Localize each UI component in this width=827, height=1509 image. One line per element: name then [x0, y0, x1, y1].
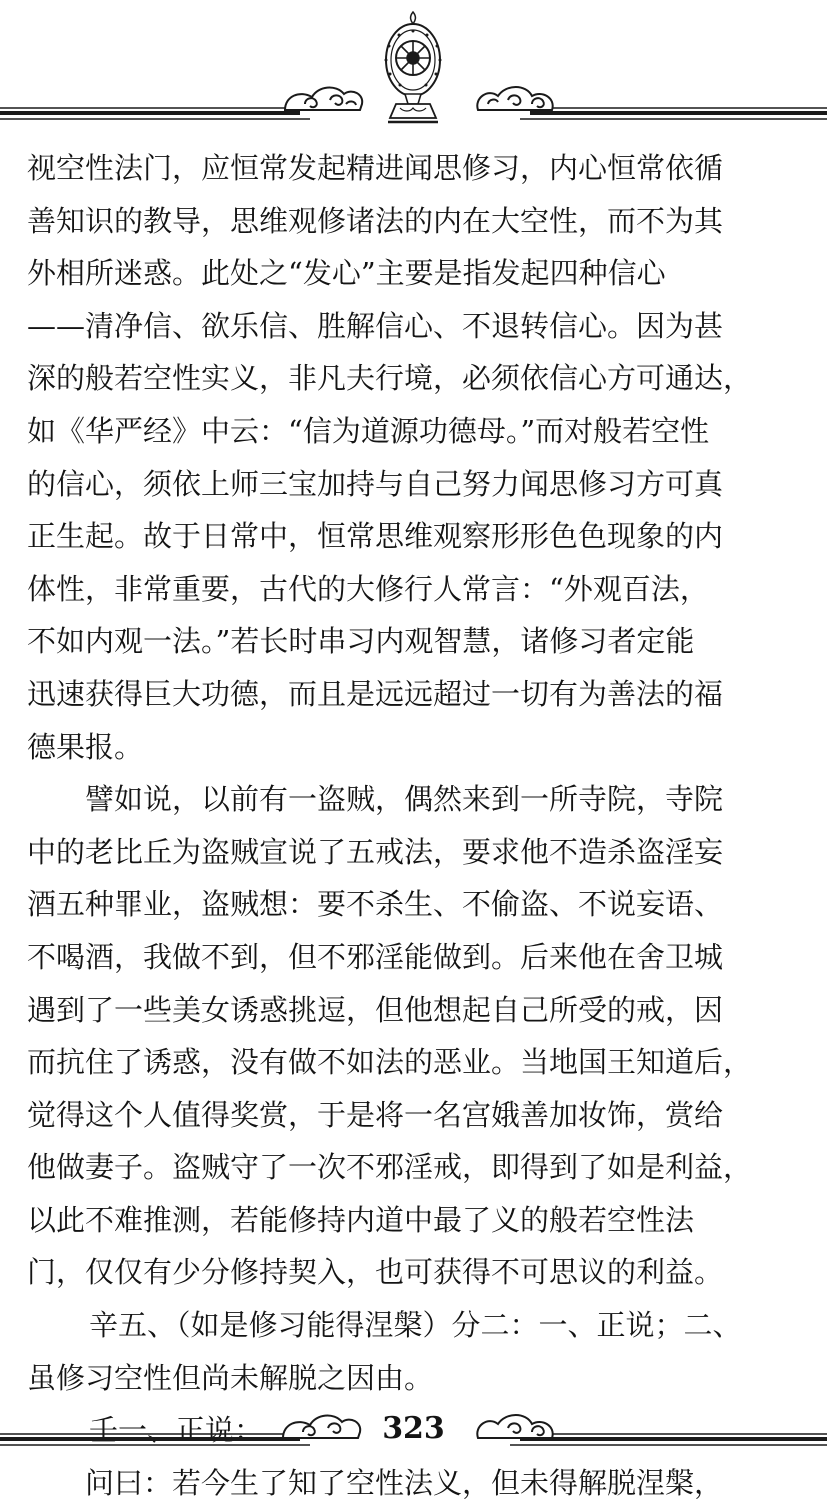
text-line: ——清净信、欲乐信、胜解信心、不退转信心。因为甚	[27, 308, 724, 343]
heading-line: 辛五、（如是修习能得涅槃）分二：一、正说；二、	[89, 1308, 742, 1343]
text-line: 正生起。故于日常中，恒常思维观察形形色色现象的内	[27, 519, 724, 554]
text-line: 善知识的教导，思维观修诸法的内在大空性，而不为其	[27, 203, 724, 238]
dharma-wheel-ornament-icon	[385, 12, 442, 122]
text-line: 德果报。	[27, 729, 144, 764]
page-number: 323	[382, 1411, 445, 1446]
text-line: 深的般若空性实义，非凡夫行境，必须依信心方可通达，	[27, 361, 753, 396]
heading-line: 壬一、正说：	[89, 1413, 264, 1448]
text-line: 问曰：若今生了知了空性法义，但未得解脱涅槃，	[85, 1465, 724, 1500]
text-line: 体性，非常重要，古代的大修行人常言：“外观百法，	[27, 571, 709, 606]
text-line: 觉得这个人值得奖赏，于是将一名宫娥善加妆饰，赏给	[27, 1097, 724, 1132]
text-line: 外相所迷惑。此处之“发心”主要是指发起四种信心	[27, 256, 666, 291]
text-line: 视空性法门，应恒常发起精进闻思修习，内心恒常依循	[27, 151, 724, 185]
text-line: 不如内观一法。”若长时串习内观智慧，诸修习者定能	[27, 624, 695, 659]
section-heading-xin5	[27, 1299, 817, 1404]
cloud-scroll-icon	[477, 87, 552, 110]
header-ornament	[0, 0, 827, 135]
text-line: 中的老比丘为盗贼宣说了五戒法，要求他不造杀盗淫妄	[27, 834, 724, 869]
text-line: 门，仅仅有少分修持契入，也可获得不可思议的利益。	[27, 1255, 724, 1290]
text-line: 迅速获得巨大功德，而且是远远超过一切有为善法的福	[27, 676, 724, 711]
text-line: 遇到了一些美女诱惑挑逗，但他想起自己所受的戒，因	[27, 992, 724, 1027]
text-line: 酒五种罪业，盗贼想：要不杀生、不偷盗、不说妄语、	[27, 887, 724, 922]
text-line: 不喝酒，我做不到，但不邪淫能做到。后来他在舍卫城	[27, 939, 724, 974]
text-line: 譬如说，以前有一盗贼，偶然来到一所寺院，寺院	[85, 782, 724, 817]
text-line: 如《华严经》中云：“信为道源功德母。”而对般若空性	[27, 413, 710, 448]
heading-line: 虽修习空性但尚未解脱之因由。	[27, 1360, 434, 1395]
paragraph-1	[27, 142, 817, 773]
text-line: 以此不难推测，若能修持内道中最了义的般若空性法	[27, 1202, 695, 1237]
text-line: 而抗住了诱惑，没有做不如法的恶业。当地国王知道后，	[27, 1045, 753, 1080]
text-line: 他做妻子。盗贼守了一次不邪淫戒，即得到了如是利益，	[27, 1150, 753, 1185]
text-line: 的信心，须依上师三宝加持与自己努力闻思修习方可真	[27, 466, 724, 501]
paragraph-2	[27, 773, 817, 1299]
cloud-scroll-icon	[285, 88, 362, 110]
page-body	[27, 142, 817, 1509]
